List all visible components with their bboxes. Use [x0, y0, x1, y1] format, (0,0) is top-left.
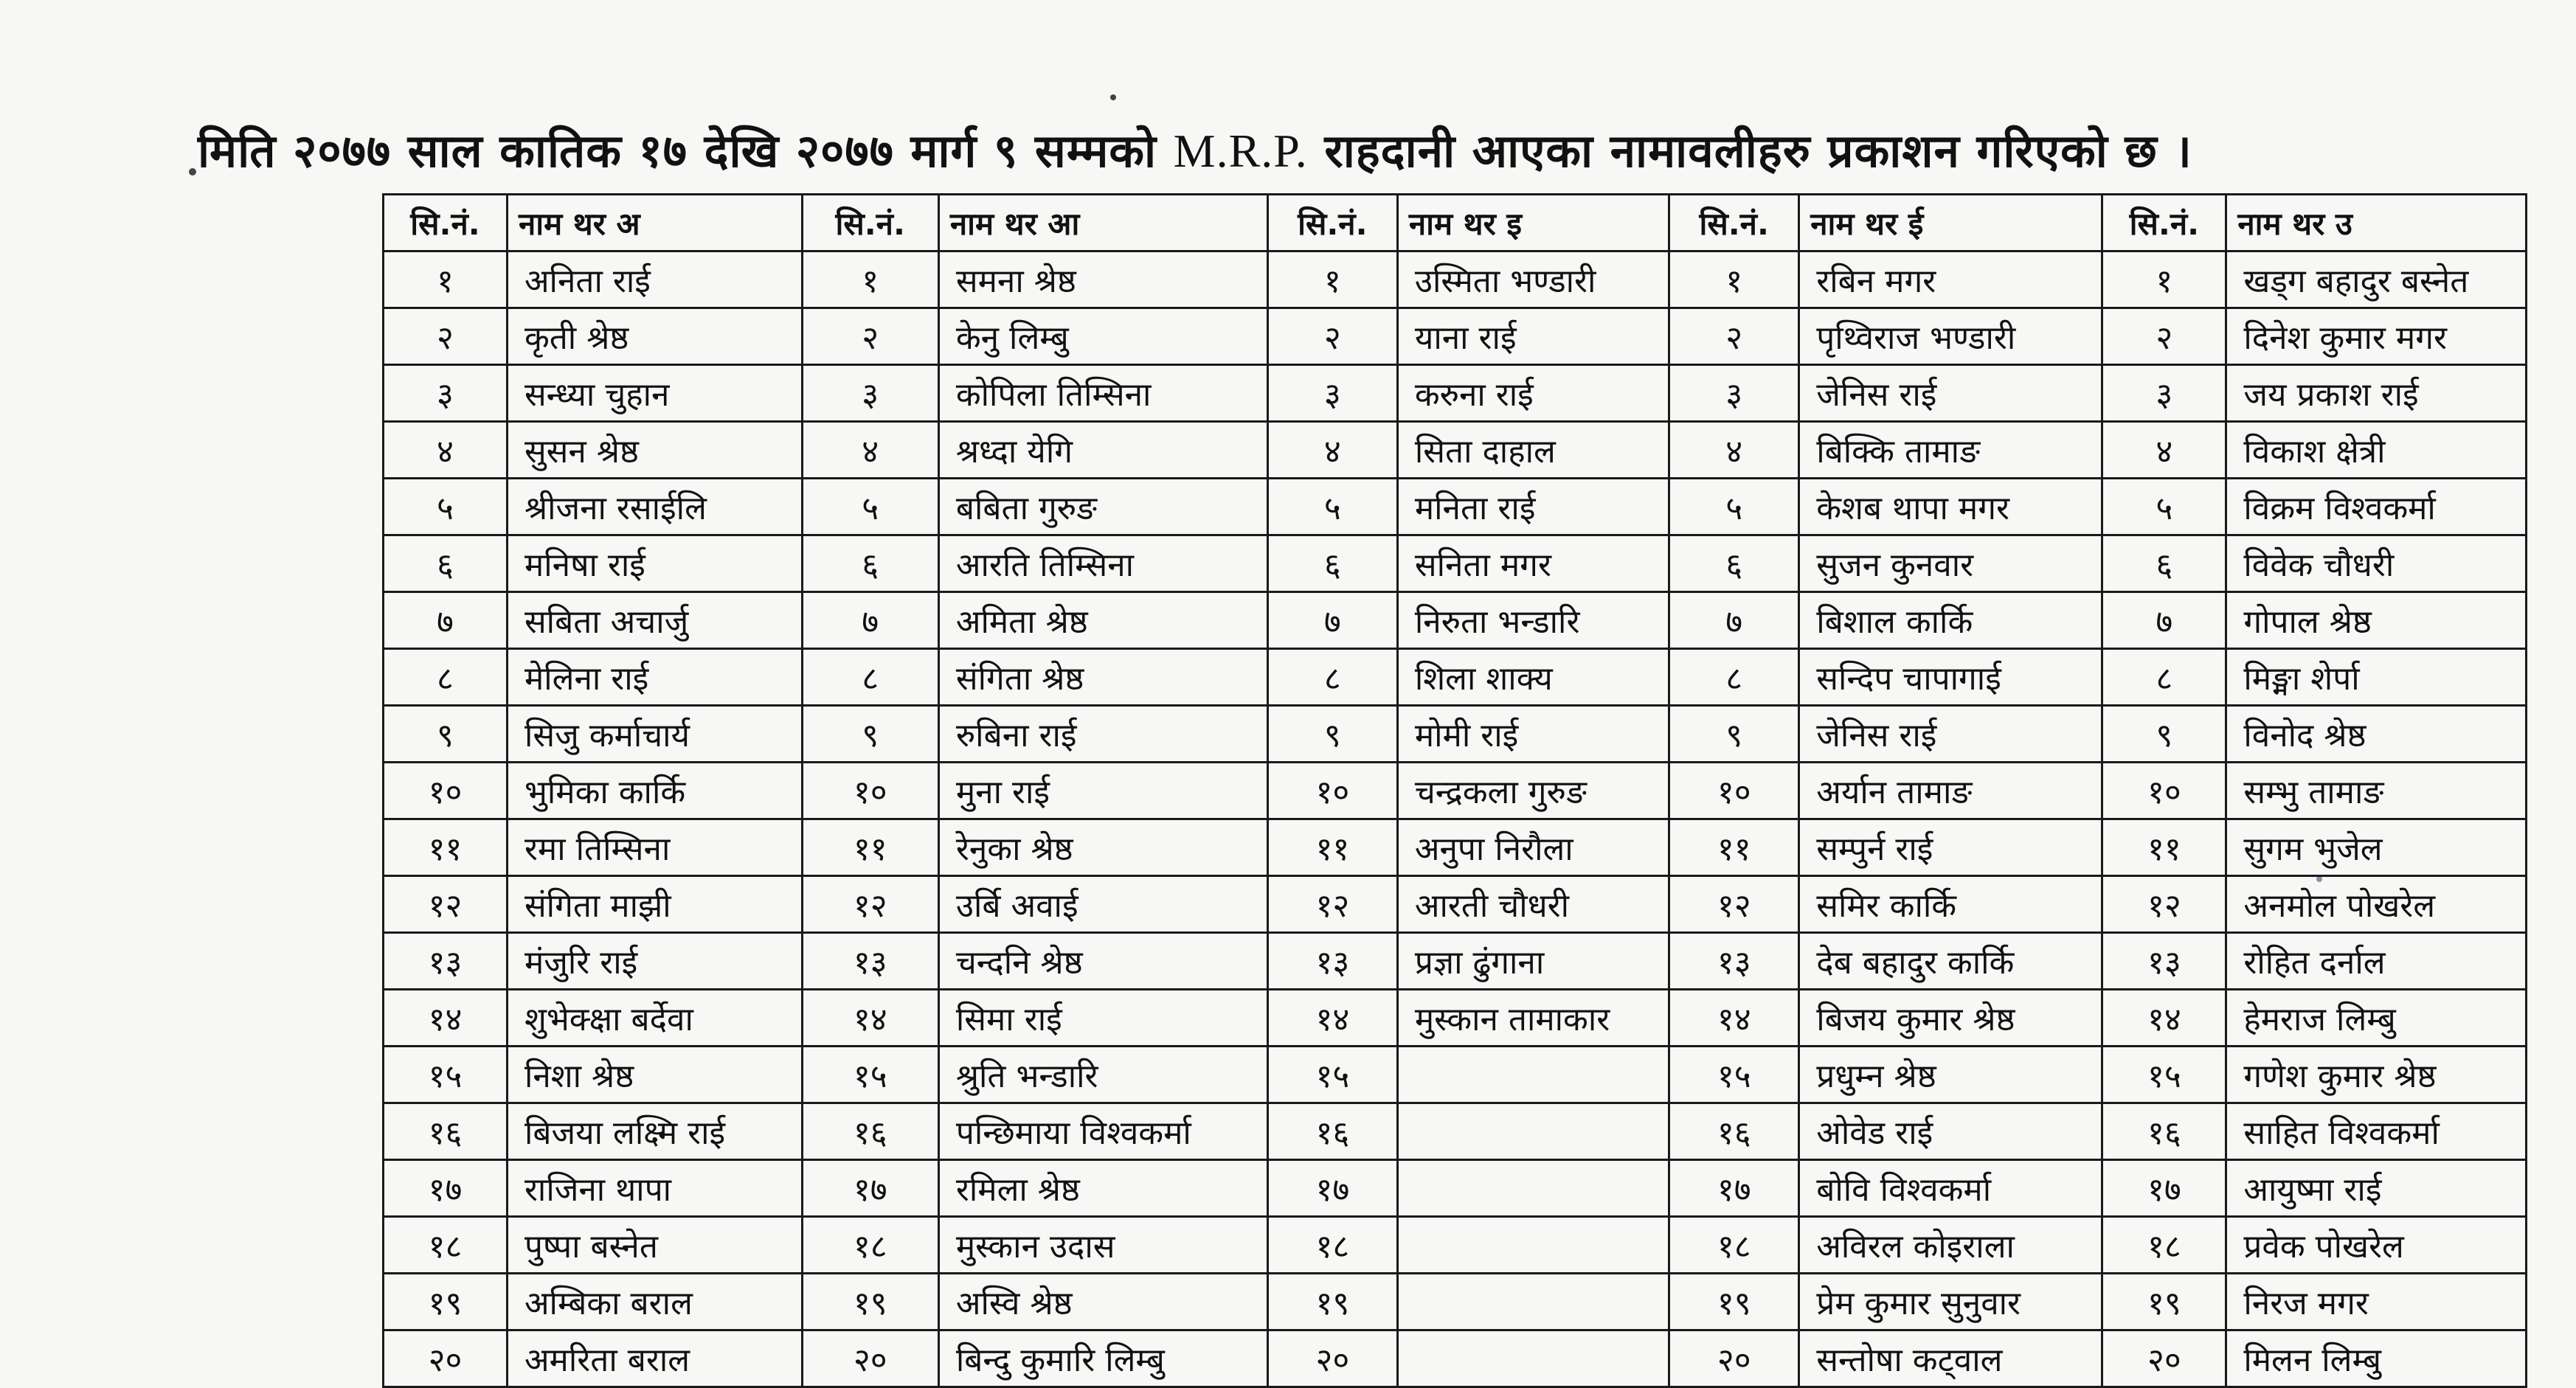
serial-number-cell: ११ — [384, 819, 508, 876]
name-cell: समना श्रेष्ठ — [938, 251, 1267, 308]
name-cell: संगिता श्रेष्ठ — [938, 649, 1267, 706]
serial-number-cell: ५ — [2102, 479, 2226, 535]
serial-number-cell: १५ — [2102, 1047, 2226, 1103]
serial-number-cell: ६ — [384, 535, 508, 592]
name-cell: मंजुरि राई — [507, 933, 802, 990]
scan-speck — [189, 168, 196, 176]
serial-number-cell: ६ — [1267, 535, 1397, 592]
name-cell: मुस्कान तामाकार — [1397, 990, 1669, 1047]
name-cell: विकाश क्षेत्री — [2226, 422, 2527, 479]
serial-number-cell: १४ — [802, 990, 938, 1047]
table-row — [384, 365, 2527, 422]
name-cell: गोपाल श्रेष्ठ — [2226, 592, 2527, 649]
table-row — [384, 876, 2527, 933]
serial-number-cell: १४ — [1669, 990, 1799, 1047]
serial-number-cell: ७ — [1669, 592, 1799, 649]
serial-number-cell: १२ — [384, 876, 508, 933]
name-cell: सिजु कर्माचार्य — [507, 706, 802, 763]
serial-number-cell: ५ — [1669, 479, 1799, 535]
serial-number-cell: १० — [1669, 763, 1799, 819]
serial-number-cell: १ — [384, 251, 508, 308]
serial-number-cell: २ — [802, 308, 938, 365]
name-cell: निरज मगर — [2226, 1274, 2527, 1330]
name-cell: निशा श्रेष्ठ — [507, 1047, 802, 1103]
serial-number-cell: १३ — [1669, 933, 1799, 990]
name-cell: बिजया लक्ष्मि राई — [507, 1103, 802, 1160]
serial-number-cell: ५ — [1267, 479, 1397, 535]
name-cell: अविरल कोइराला — [1799, 1217, 2102, 1274]
column-header-serial: सि.नं. — [2102, 195, 2226, 251]
name-cell — [1397, 1103, 1669, 1160]
table-row — [384, 535, 2527, 592]
name-cell: सनिता मगर — [1397, 535, 1669, 592]
table-row — [384, 1103, 2527, 1160]
serial-number-cell: १५ — [1267, 1047, 1397, 1103]
name-cell: आयुष्मा राई — [2226, 1160, 2527, 1217]
name-cell: साहित विश्वकर्मा — [2226, 1103, 2527, 1160]
name-cell: चन्द्रकला गुरुङ — [1397, 763, 1669, 819]
serial-number-cell: १७ — [1669, 1160, 1799, 1217]
name-cell: केशब थापा मगर — [1799, 479, 2102, 535]
name-cell — [1397, 1274, 1669, 1330]
name-cell: प्रज्ञा ढुंगाना — [1397, 933, 1669, 990]
name-cell: कृती श्रेष्ठ — [507, 308, 802, 365]
serial-number-cell: १९ — [802, 1274, 938, 1330]
table-row — [384, 251, 2527, 308]
column-header-serial: सि.नं. — [802, 195, 938, 251]
name-cell: मनिषा राई — [507, 535, 802, 592]
name-cell: अमिता श्रेष्ठ — [938, 592, 1267, 649]
serial-number-cell: १ — [802, 251, 938, 308]
name-cell: विवेक चौधरी — [2226, 535, 2527, 592]
serial-number-cell: २० — [2102, 1330, 2226, 1387]
serial-number-cell: २ — [2102, 308, 2226, 365]
name-cell: श्रध्दा येगि — [938, 422, 1267, 479]
table-row — [384, 819, 2527, 876]
name-cell: गणेश कुमार श्रेष्ठ — [2226, 1047, 2527, 1103]
name-cell: जेनिस राई — [1799, 706, 2102, 763]
serial-number-cell: ९ — [384, 706, 508, 763]
column-header-serial: सि.नं. — [1669, 195, 1799, 251]
name-cell: मोमी राई — [1397, 706, 1669, 763]
serial-number-cell: ९ — [1267, 706, 1397, 763]
serial-number-cell: १६ — [802, 1103, 938, 1160]
name-cell: अम्बिका बराल — [507, 1274, 802, 1330]
table-row — [384, 1217, 2527, 1274]
serial-number-cell: ९ — [1669, 706, 1799, 763]
column-header-name: नाम थर इ — [1397, 195, 1669, 251]
name-cell: सिता दाहाल — [1397, 422, 1669, 479]
serial-number-cell: ११ — [2102, 819, 2226, 876]
column-header-name: नाम थर आ — [938, 195, 1267, 251]
name-cell: आरती चौधरी — [1397, 876, 1669, 933]
name-cell: श्रीजना रसाईलि — [507, 479, 802, 535]
name-cell — [1397, 1217, 1669, 1274]
serial-number-cell: ४ — [1267, 422, 1397, 479]
name-cell: राजिना थापा — [507, 1160, 802, 1217]
serial-number-cell: १० — [384, 763, 508, 819]
serial-number-cell: ९ — [2102, 706, 2226, 763]
name-cell — [1397, 1330, 1669, 1387]
name-cell: दिनेश कुमार मगर — [2226, 308, 2527, 365]
name-cell — [1397, 1160, 1669, 1217]
serial-number-cell: ३ — [2102, 365, 2226, 422]
table-row — [384, 422, 2527, 479]
name-cell: सुगम भुजेल — [2226, 819, 2527, 876]
name-cell: हेमराज लिम्बु — [2226, 990, 2527, 1047]
serial-number-cell: ११ — [802, 819, 938, 876]
name-cell: अस्वि श्रेष्ठ — [938, 1274, 1267, 1330]
serial-number-cell: १५ — [384, 1047, 508, 1103]
serial-number-cell: ६ — [1669, 535, 1799, 592]
name-cell: विनोद श्रेष्ठ — [2226, 706, 2527, 763]
name-cell: पृथ्विराज भण्डारी — [1799, 308, 2102, 365]
name-cell: रुबिना राई — [938, 706, 1267, 763]
serial-number-cell: १८ — [2102, 1217, 2226, 1274]
table-row — [384, 933, 2527, 990]
serial-number-cell: १ — [1267, 251, 1397, 308]
title-text-start: मिति २०७७ साल कातिक १७ देखि २०७७ मार्ग ९ सम्मको — [198, 124, 1174, 178]
name-cell: बिन्दु कुमारि लिम्बु — [938, 1330, 1267, 1387]
table-row — [384, 1047, 2527, 1103]
name-cell: पन्छिमाया विश्वकर्मा — [938, 1103, 1267, 1160]
name-cell: बबिता गुरुङ — [938, 479, 1267, 535]
column-header-name: नाम थर ई — [1799, 195, 2102, 251]
name-cell: श्रुति भन्डारि — [938, 1047, 1267, 1103]
name-cell: चन्दनि श्रेष्ठ — [938, 933, 1267, 990]
serial-number-cell: ४ — [384, 422, 508, 479]
name-cell: मुना राई — [938, 763, 1267, 819]
serial-number-cell: ३ — [1669, 365, 1799, 422]
serial-number-cell: १६ — [2102, 1103, 2226, 1160]
title-text-end: राहदानी आएका नामावलीहरु प्रकाशन गरिएको छ । — [1307, 124, 2192, 178]
serial-number-cell: १५ — [802, 1047, 938, 1103]
name-cell: बोवि विश्वकर्मा — [1799, 1160, 2102, 1217]
name-cell: प्रधुम्न श्रेष्ठ — [1799, 1047, 2102, 1103]
table-row — [384, 308, 2527, 365]
serial-number-cell: १६ — [1267, 1103, 1397, 1160]
name-cell: मेलिना राई — [507, 649, 802, 706]
name-cell: अमरिता बराल — [507, 1330, 802, 1387]
name-cell: अनिता राई — [507, 251, 802, 308]
serial-number-cell: १९ — [2102, 1274, 2226, 1330]
name-cell: कोपिला तिम्सिना — [938, 365, 1267, 422]
page-title — [198, 111, 2485, 192]
serial-number-cell: २० — [1669, 1330, 1799, 1387]
name-cell: अर्यान तामाङ — [1799, 763, 2102, 819]
serial-number-cell: १७ — [802, 1160, 938, 1217]
serial-number-cell: ८ — [2102, 649, 2226, 706]
name-cell: केनु लिम्बु — [938, 308, 1267, 365]
serial-number-cell: २० — [802, 1330, 938, 1387]
serial-number-cell: ३ — [1267, 365, 1397, 422]
serial-number-cell: १० — [802, 763, 938, 819]
name-cell: विक्रम विश्वकर्मा — [2226, 479, 2527, 535]
serial-number-cell: १९ — [384, 1274, 508, 1330]
serial-number-cell: ७ — [384, 592, 508, 649]
name-cell: आरति तिम्सिना — [938, 535, 1267, 592]
serial-number-cell: २ — [1669, 308, 1799, 365]
serial-number-cell: १ — [2102, 251, 2226, 308]
column-header-name: नाम थर उ — [2226, 195, 2527, 251]
name-cell: उर्बि अवाई — [938, 876, 1267, 933]
serial-number-cell: ८ — [1267, 649, 1397, 706]
serial-number-cell: ६ — [2102, 535, 2226, 592]
serial-number-cell: २० — [384, 1330, 508, 1387]
name-cell: जय प्रकाश राई — [2226, 365, 2527, 422]
name-cell: रेनुका श्रेष्ठ — [938, 819, 1267, 876]
serial-number-cell: १६ — [384, 1103, 508, 1160]
table-row — [384, 592, 2527, 649]
serial-number-cell: २ — [1267, 308, 1397, 365]
serial-number-cell: २ — [384, 308, 508, 365]
name-cell: खड्ग बहादुर बस्नेत — [2226, 251, 2527, 308]
serial-number-cell: १३ — [1267, 933, 1397, 990]
serial-number-cell: १८ — [1267, 1217, 1397, 1274]
name-cell: देब बहादुर कार्कि — [1799, 933, 2102, 990]
name-cell: शुभेक्क्षा बर्देवा — [507, 990, 802, 1047]
serial-number-cell: १२ — [1669, 876, 1799, 933]
name-cell: मिङ्मा शेर्पा — [2226, 649, 2527, 706]
name-cell: भुमिका कार्कि — [507, 763, 802, 819]
table-row — [384, 990, 2527, 1047]
names-table — [382, 193, 2527, 1388]
serial-number-cell: ३ — [384, 365, 508, 422]
scan-speck — [1110, 94, 1116, 100]
name-cell: समिर कार्कि — [1799, 876, 2102, 933]
name-cell: मिलन लिम्बु — [2226, 1330, 2527, 1387]
serial-number-cell: १ — [1669, 251, 1799, 308]
name-cell: रोहित दर्नाल — [2226, 933, 2527, 990]
name-cell: बिशाल कार्कि — [1799, 592, 2102, 649]
name-cell: सुसन श्रेष्ठ — [507, 422, 802, 479]
serial-number-cell: ७ — [1267, 592, 1397, 649]
name-cell: मुस्कान उदास — [938, 1217, 1267, 1274]
table-row — [384, 1330, 2527, 1387]
serial-number-cell: १८ — [1669, 1217, 1799, 1274]
serial-number-cell: ८ — [384, 649, 508, 706]
serial-number-cell: १३ — [802, 933, 938, 990]
name-cell: सम्पुर्न राई — [1799, 819, 2102, 876]
table-row — [384, 706, 2527, 763]
name-cell: बिजय कुमार श्रेष्ठ — [1799, 990, 2102, 1047]
name-cell: संगिता माझी — [507, 876, 802, 933]
serial-number-cell: ५ — [384, 479, 508, 535]
serial-number-cell: १२ — [802, 876, 938, 933]
serial-number-cell: १३ — [384, 933, 508, 990]
serial-number-cell: १७ — [384, 1160, 508, 1217]
serial-number-cell: १५ — [1669, 1047, 1799, 1103]
table-row — [384, 649, 2527, 706]
table-row — [384, 1274, 2527, 1330]
name-cell: जेनिस राई — [1799, 365, 2102, 422]
name-cell: प्रेम कुमार सुनुवार — [1799, 1274, 2102, 1330]
column-header-serial: सि.नं. — [1267, 195, 1397, 251]
name-cell: बिक्कि तामाङ — [1799, 422, 2102, 479]
name-cell: निरुता भन्डारि — [1397, 592, 1669, 649]
column-header-serial: सि.नं. — [384, 195, 508, 251]
serial-number-cell: ९ — [802, 706, 938, 763]
serial-number-cell: ७ — [2102, 592, 2226, 649]
serial-number-cell: ११ — [1669, 819, 1799, 876]
name-cell: शिला शाक्य — [1397, 649, 1669, 706]
table-row — [384, 479, 2527, 535]
serial-number-cell: ११ — [1267, 819, 1397, 876]
name-cell: करुना राई — [1397, 365, 1669, 422]
serial-number-cell: १४ — [384, 990, 508, 1047]
serial-number-cell: ४ — [802, 422, 938, 479]
name-cell — [1397, 1047, 1669, 1103]
column-header-name: नाम थर अ — [507, 195, 802, 251]
serial-number-cell: १३ — [2102, 933, 2226, 990]
serial-number-cell: ८ — [802, 649, 938, 706]
serial-number-cell: ८ — [1669, 649, 1799, 706]
name-cell: प्रवेक पोखरेल — [2226, 1217, 2527, 1274]
name-cell: रमा तिम्सिना — [507, 819, 802, 876]
name-cell: याना राई — [1397, 308, 1669, 365]
serial-number-cell: १७ — [2102, 1160, 2226, 1217]
name-cell: उस्मिता भण्डारी — [1397, 251, 1669, 308]
name-cell: मनिता राई — [1397, 479, 1669, 535]
serial-number-cell: ४ — [2102, 422, 2226, 479]
serial-number-cell: १२ — [1267, 876, 1397, 933]
name-cell: सम्भु तामाङ — [2226, 763, 2527, 819]
serial-number-cell: ३ — [802, 365, 938, 422]
serial-number-cell: १९ — [1669, 1274, 1799, 1330]
serial-number-cell: १० — [1267, 763, 1397, 819]
name-cell: सबिता अचार्जु — [507, 592, 802, 649]
serial-number-cell: २० — [1267, 1330, 1397, 1387]
table-body — [384, 251, 2527, 1387]
table-row — [384, 763, 2527, 819]
serial-number-cell: १९ — [1267, 1274, 1397, 1330]
table-header-row — [384, 195, 2527, 251]
serial-number-cell: ६ — [802, 535, 938, 592]
name-cell: सन्तोषा कट्वाल — [1799, 1330, 2102, 1387]
name-cell: रमिला श्रेष्ठ — [938, 1160, 1267, 1217]
name-cell: अनुपा निरौला — [1397, 819, 1669, 876]
serial-number-cell: १२ — [2102, 876, 2226, 933]
serial-number-cell: १६ — [1669, 1103, 1799, 1160]
serial-number-cell: १८ — [384, 1217, 508, 1274]
name-cell: सन्ध्या चुहान — [507, 365, 802, 422]
name-cell: अनमोल पोखरेल — [2226, 876, 2527, 933]
serial-number-cell: ५ — [802, 479, 938, 535]
serial-number-cell: १० — [2102, 763, 2226, 819]
title-mrp-label: M.R.P. — [1173, 125, 1308, 177]
name-cell: सन्दिप चापागाई — [1799, 649, 2102, 706]
name-cell: ओवेड राई — [1799, 1103, 2102, 1160]
serial-number-cell: १४ — [2102, 990, 2226, 1047]
name-cell: पुष्पा बस्नेत — [507, 1217, 802, 1274]
serial-number-cell: १७ — [1267, 1160, 1397, 1217]
name-cell: रबिन मगर — [1799, 251, 2102, 308]
serial-number-cell: १८ — [802, 1217, 938, 1274]
serial-number-cell: ७ — [802, 592, 938, 649]
table-row — [384, 1160, 2527, 1217]
name-cell: सिमा राई — [938, 990, 1267, 1047]
name-cell: सुजन कुनवार — [1799, 535, 2102, 592]
serial-number-cell: १४ — [1267, 990, 1397, 1047]
serial-number-cell: ४ — [1669, 422, 1799, 479]
